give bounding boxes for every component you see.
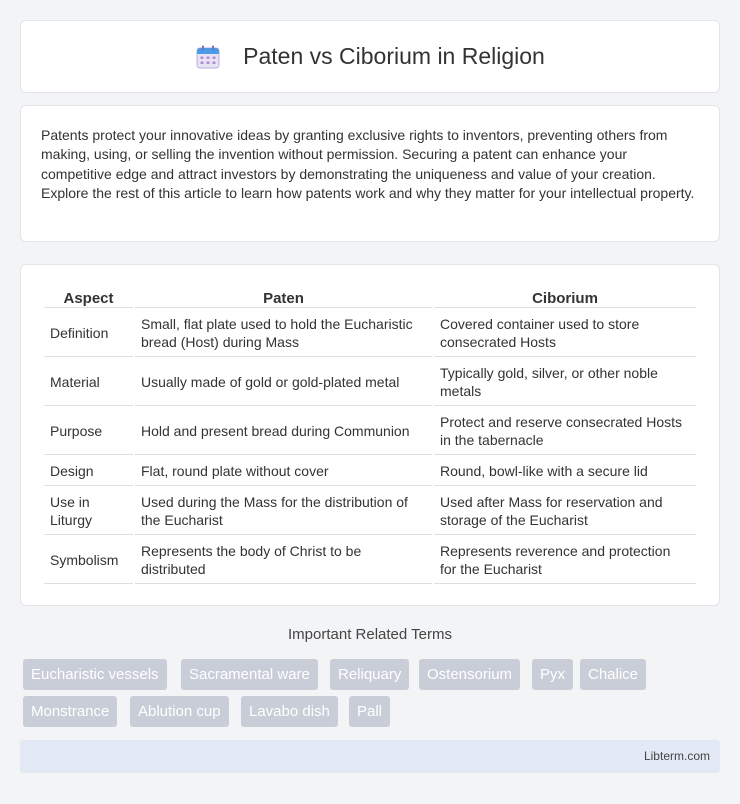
cell-aspect: Purpose bbox=[44, 408, 133, 455]
tag-eucharistic-vessels[interactable]: Eucharistic vessels bbox=[23, 659, 167, 690]
cell-aspect: Design bbox=[44, 457, 133, 486]
tag-lavabo-dish[interactable]: Lavabo dish bbox=[241, 696, 338, 727]
tag-pyx[interactable]: Pyx bbox=[532, 659, 573, 690]
header bbox=[195, 43, 545, 70]
cell-ciborium: Represents reverence and protection for the Eucharist bbox=[434, 537, 696, 584]
footer-site-link[interactable]: Libterm.com bbox=[643, 749, 710, 763]
cell-ciborium: Protect and reserve consecrated Hosts in the tabernacle bbox=[434, 408, 696, 455]
table-row bbox=[44, 408, 696, 455]
cell-aspect: Use in Liturgy bbox=[44, 488, 133, 535]
header-aspect: Aspect bbox=[44, 287, 133, 308]
table-row bbox=[44, 537, 696, 584]
intro-card bbox=[20, 105, 720, 242]
header-paten: Paten bbox=[135, 287, 432, 308]
calendar-icon bbox=[195, 44, 221, 70]
cell-paten: Flat, round plate without cover bbox=[135, 457, 432, 486]
table-header-row bbox=[44, 287, 696, 308]
cell-ciborium: Covered container used to store consecrated Hosts bbox=[434, 310, 696, 357]
page-title: Paten vs Ciborium in Religion bbox=[243, 43, 545, 69]
tag-monstrance[interactable]: Monstrance bbox=[23, 696, 117, 727]
related-terms-title: Important Related Terms bbox=[288, 626, 452, 643]
table-row bbox=[44, 457, 696, 486]
table-row bbox=[44, 310, 696, 357]
table-row bbox=[44, 359, 696, 406]
cell-ciborium: Used after Mass for reservation and storage of the Eucharist bbox=[434, 488, 696, 535]
tag-sacramental-ware[interactable]: Sacramental ware bbox=[181, 659, 318, 690]
tag-reliquary[interactable]: Reliquary bbox=[330, 659, 409, 690]
comparison-table bbox=[42, 285, 698, 586]
cell-paten: Represents the body of Christ to be distributed bbox=[135, 537, 432, 584]
comparison-card bbox=[20, 264, 720, 606]
header-ciborium: Ciborium bbox=[434, 287, 696, 308]
table-row bbox=[44, 488, 696, 535]
tag-ablution-cup[interactable]: Ablution cup bbox=[130, 696, 229, 727]
cell-ciborium: Typically gold, silver, or other noble metals bbox=[434, 359, 696, 406]
header-card bbox=[20, 20, 720, 93]
tag-ostensorium[interactable]: Ostensorium bbox=[419, 659, 520, 690]
cell-aspect: Material bbox=[44, 359, 133, 406]
cell-paten: Usually made of gold or gold-plated metal bbox=[135, 359, 432, 406]
cell-ciborium: Round, bowl-like with a secure lid bbox=[434, 457, 696, 486]
cell-aspect: Symbolism bbox=[44, 537, 133, 584]
cell-aspect: Definition bbox=[44, 310, 133, 357]
footer bbox=[20, 740, 720, 773]
cell-paten: Used during the Mass for the distribution of the Eucharist bbox=[135, 488, 432, 535]
cell-paten: Hold and present bread during Communion bbox=[135, 408, 432, 455]
intro-text: Patents protect your innovative ideas by granting exclusive rights to inventors, preventing others from making, using, or selling the invention without permission. Securing a patent can enhance your competitive edge and attract investors by demonstrating the uniqueness and value of your creation. Explore the rest of this article to learn how patents work and why they matter for your intellectual property. bbox=[41, 127, 695, 202]
tag-chalice[interactable]: Chalice bbox=[580, 659, 646, 690]
cell-paten: Small, flat plate used to hold the Eucharistic bread (Host) during Mass bbox=[135, 310, 432, 357]
tag-pall[interactable]: Pall bbox=[349, 696, 390, 727]
